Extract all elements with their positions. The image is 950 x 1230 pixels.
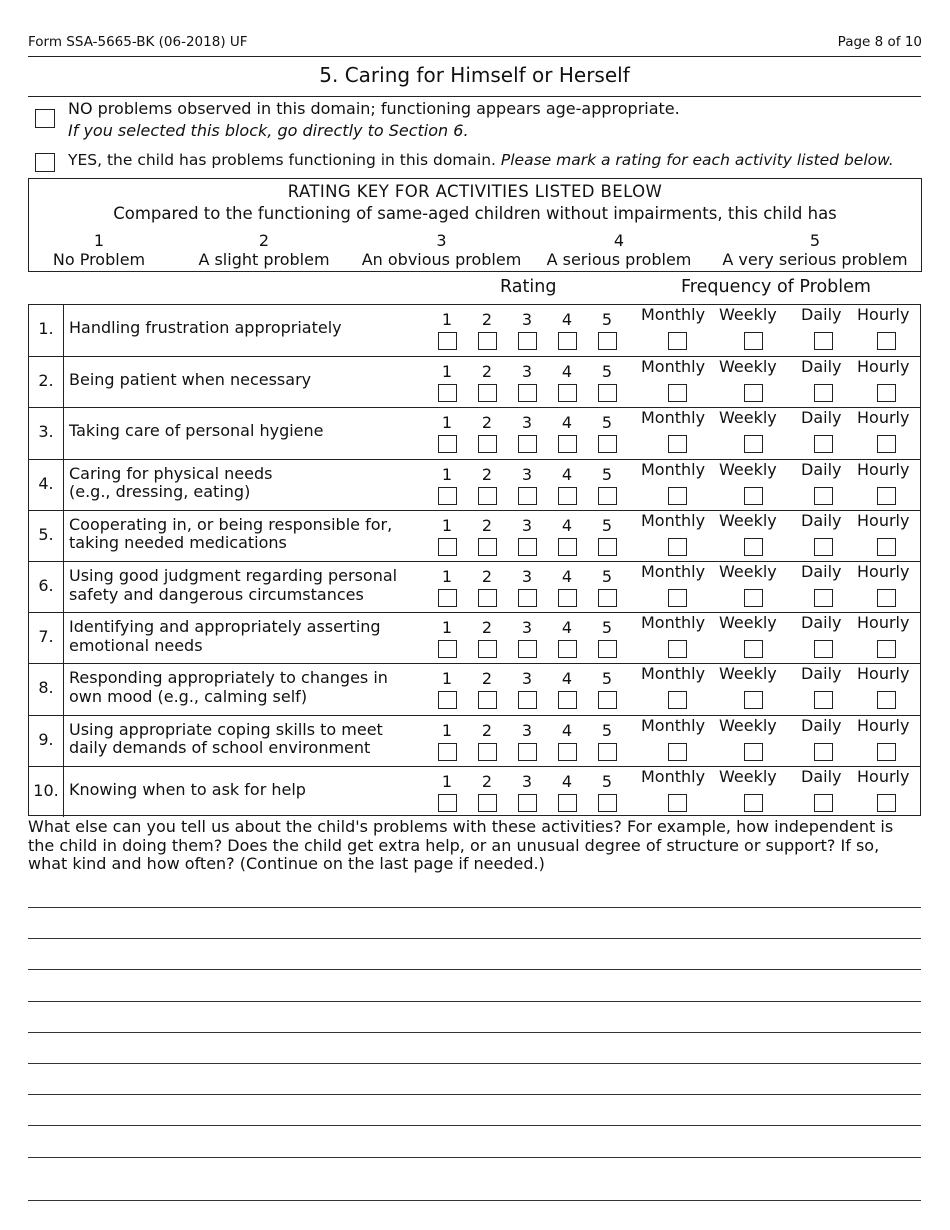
rating-3-checkbox[interactable]	[518, 384, 537, 402]
rating-number: 2	[481, 618, 493, 638]
daily-frequency-checkbox[interactable]	[814, 691, 833, 709]
rating-number: 5	[601, 310, 613, 329]
rating-2-checkbox[interactable]	[478, 743, 497, 761]
weekly-frequency-checkbox[interactable]	[744, 743, 763, 761]
rating-3-checkbox[interactable]	[518, 538, 537, 556]
frequency-label: Daily	[801, 357, 842, 377]
frequency-label: Monthly	[641, 305, 706, 324]
rating-key-subtitle: Compared to the functioning of same-aged children without impairments, this child has	[113, 204, 837, 223]
rating-number: 2	[481, 720, 493, 740]
rating-4-checkbox[interactable]	[558, 589, 577, 607]
table-row	[29, 612, 920, 663]
frequency-label: Hourly	[857, 305, 910, 324]
frequency-label: Daily	[801, 510, 842, 530]
rating-number: 1	[441, 669, 453, 689]
rating-3-checkbox[interactable]	[518, 435, 537, 453]
hourly-frequency-checkbox[interactable]	[877, 743, 896, 761]
rating-number: 3	[521, 362, 533, 382]
rating-number: 1	[441, 310, 453, 329]
daily-frequency-checkbox[interactable]	[814, 538, 833, 556]
frequency-label: Daily	[801, 613, 842, 633]
table-row	[29, 459, 920, 510]
rating-number: 5	[601, 720, 613, 740]
rating-number: 3	[521, 618, 533, 638]
frequency-label: Hourly	[857, 459, 910, 479]
row-number: 8.	[38, 678, 54, 698]
frequency-label: Weekly	[719, 766, 777, 786]
rating-number: 1	[441, 464, 453, 484]
rating-key-box	[28, 178, 922, 272]
rating-3-checkbox[interactable]	[518, 589, 537, 607]
rating-number: 2	[481, 413, 493, 433]
rating-column-header: Rating	[500, 277, 557, 297]
follow-up-question: What else can you tell us about the child's problems with these activities? For example, how independent is the child in doing them? Does the child get extra help, or an unusual degree of structure or support? If so, what kind and how often? (Continue on the last page if needed.)	[28, 817, 894, 873]
frequency-label: Hourly	[857, 510, 910, 530]
weekly-frequency-checkbox[interactable]	[744, 794, 763, 812]
frequency-label: Weekly	[719, 562, 777, 581]
rating-4-checkbox[interactable]	[558, 487, 577, 505]
rating-number: 1	[441, 362, 453, 382]
table-row	[29, 715, 920, 766]
frequency-label: Weekly	[719, 459, 777, 479]
answer-line[interactable]	[28, 1063, 921, 1064]
no-problems-instruction: If you selected this block, go directly to Section 6.	[68, 121, 469, 140]
activity-label: Handling frustration appropriately	[69, 318, 342, 337]
frequency-label: Hourly	[857, 766, 910, 786]
frequency-label: Monthly	[641, 459, 706, 479]
weekly-frequency-checkbox[interactable]	[744, 332, 763, 350]
rating-number: 5	[601, 413, 613, 433]
frequency-label: Hourly	[857, 613, 910, 633]
frequency-label: Weekly	[719, 408, 777, 428]
activity-label: Using appropriate coping skills to meet daily demands of school environment	[69, 719, 383, 758]
rating-2-checkbox[interactable]	[478, 435, 497, 453]
monthly-frequency-checkbox[interactable]	[668, 435, 687, 453]
rating-5-checkbox[interactable]	[598, 487, 617, 505]
hourly-frequency-checkbox[interactable]	[877, 794, 896, 812]
rating-4-checkbox[interactable]	[558, 691, 577, 709]
monthly-frequency-checkbox[interactable]	[668, 691, 687, 709]
rating-2-checkbox[interactable]	[478, 384, 497, 402]
row-number: 9.	[38, 729, 54, 749]
row-number: 4.	[38, 473, 54, 493]
weekly-frequency-checkbox[interactable]	[744, 435, 763, 453]
frequency-label: Hourly	[857, 562, 910, 581]
form-id: Form SSA-5665-BK (06-2018) UF	[28, 34, 248, 50]
section-title: 5. Caring for Himself or Herself	[319, 63, 630, 87]
table-row	[29, 407, 920, 458]
answer-line[interactable]	[28, 969, 921, 970]
daily-frequency-checkbox[interactable]	[814, 487, 833, 505]
rating-number: 3	[521, 310, 533, 329]
rating-4-checkbox[interactable]	[558, 794, 577, 812]
rating-3-checkbox[interactable]	[518, 794, 537, 812]
rating-number: 4	[561, 464, 573, 484]
activity-label: Taking care of personal hygiene	[69, 421, 324, 441]
monthly-frequency-checkbox[interactable]	[668, 589, 687, 607]
table-row	[29, 766, 920, 817]
row-number: 5.	[38, 524, 54, 544]
hourly-frequency-checkbox[interactable]	[877, 538, 896, 556]
activity-label: Identifying and appropriately asserting emotional needs	[69, 617, 381, 655]
table-row	[29, 510, 920, 561]
activity-label: Responding appropriately to changes in own mood (e.g., calming self)	[69, 668, 388, 706]
rating-number: 5	[601, 362, 613, 382]
rating-number: 5	[601, 618, 613, 638]
frequency-label: Hourly	[857, 664, 910, 684]
answer-line[interactable]	[28, 907, 921, 908]
rating-number: 4	[561, 515, 573, 535]
rating-5-checkbox[interactable]	[598, 435, 617, 453]
rating-number: 3	[521, 669, 533, 689]
rating-number: 4	[561, 669, 573, 689]
rating-1-checkbox[interactable]	[438, 794, 457, 812]
hourly-frequency-checkbox[interactable]	[877, 640, 896, 658]
rating-1-checkbox[interactable]	[438, 435, 457, 453]
daily-frequency-checkbox[interactable]	[814, 743, 833, 761]
rating-key-title: RATING KEY FOR ACTIVITIES LISTED BELOW	[287, 182, 663, 201]
rating-3-checkbox[interactable]	[518, 487, 537, 505]
answer-line[interactable]	[28, 1001, 921, 1002]
rating-4-checkbox[interactable]	[558, 743, 577, 761]
rating-number: 1	[441, 771, 453, 791]
frequency-label: Daily	[801, 664, 842, 684]
rating-number: 2	[481, 464, 493, 484]
row-number: 2.	[38, 371, 54, 391]
hourly-frequency-checkbox[interactable]	[877, 435, 896, 453]
daily-frequency-checkbox[interactable]	[814, 384, 833, 402]
answer-line[interactable]	[28, 1200, 921, 1201]
row-number: 6.	[38, 576, 54, 595]
frequency-label: Weekly	[719, 613, 777, 633]
rating-4-checkbox[interactable]	[558, 640, 577, 658]
row-number: 7.	[38, 627, 54, 647]
rating-number: 2	[481, 515, 493, 535]
rating-1-checkbox[interactable]	[438, 691, 457, 709]
header-rule	[28, 56, 921, 57]
answer-line[interactable]	[28, 938, 921, 939]
daily-frequency-checkbox[interactable]	[814, 640, 833, 658]
rating-header-rule	[432, 271, 705, 272]
rating-key-level-4: 4 A serious problem	[546, 231, 692, 269]
rating-number: 4	[561, 567, 573, 586]
rating-number: 5	[601, 567, 613, 586]
weekly-frequency-checkbox[interactable]	[744, 487, 763, 505]
activity-label: Cooperating in, or being responsible for, taking needed medications	[69, 514, 393, 553]
rating-number: 1	[441, 618, 453, 638]
rating-number: 2	[481, 567, 493, 586]
rating-1-checkbox[interactable]	[438, 743, 457, 761]
rating-1-checkbox[interactable]	[438, 487, 457, 505]
monthly-frequency-checkbox[interactable]	[668, 487, 687, 505]
rating-number: 4	[561, 720, 573, 740]
rating-number: 3	[521, 567, 533, 586]
rating-4-checkbox[interactable]	[558, 435, 577, 453]
answer-line[interactable]	[28, 1157, 921, 1158]
hourly-frequency-checkbox[interactable]	[877, 691, 896, 709]
frequency-label: Monthly	[641, 613, 706, 633]
rating-5-checkbox[interactable]	[598, 538, 617, 556]
rating-number: 5	[601, 771, 613, 791]
daily-frequency-checkbox[interactable]	[814, 435, 833, 453]
rating-number: 1	[441, 567, 453, 586]
weekly-frequency-checkbox[interactable]	[744, 384, 763, 402]
monthly-frequency-checkbox[interactable]	[668, 538, 687, 556]
rating-number: 5	[601, 669, 613, 689]
frequency-label: Weekly	[719, 305, 777, 324]
daily-frequency-checkbox[interactable]	[814, 589, 833, 607]
activity-label: Knowing when to ask for help	[69, 779, 306, 799]
weekly-frequency-checkbox[interactable]	[744, 589, 763, 607]
rating-5-checkbox[interactable]	[598, 743, 617, 761]
title-rule	[28, 96, 921, 97]
rating-5-checkbox[interactable]	[598, 332, 617, 350]
answer-line[interactable]	[28, 1125, 921, 1126]
hourly-frequency-checkbox[interactable]	[877, 589, 896, 607]
frequency-column-header: Frequency of Problem	[681, 277, 871, 297]
no-problems-label: NO problems observed in this domain; functioning appears age-appropriate.	[68, 99, 680, 118]
rating-1-checkbox[interactable]	[438, 384, 457, 402]
frequency-label: Daily	[801, 715, 842, 735]
rating-1-checkbox[interactable]	[438, 640, 457, 658]
rating-number: 3	[521, 464, 533, 484]
rating-key-level-3: 3 An obvious problem	[361, 231, 522, 269]
rating-5-checkbox[interactable]	[598, 794, 617, 812]
rating-number: 5	[601, 464, 613, 484]
rating-number: 2	[481, 310, 493, 329]
rating-number: 3	[521, 413, 533, 433]
rating-2-checkbox[interactable]	[478, 332, 497, 350]
rating-number: 3	[521, 720, 533, 740]
rating-5-checkbox[interactable]	[598, 691, 617, 709]
frequency-label: Daily	[801, 766, 842, 786]
activity-rating-table	[28, 304, 921, 816]
rating-number: 1	[441, 720, 453, 740]
frequency-label: Weekly	[719, 357, 777, 377]
frequency-label: Hourly	[857, 357, 910, 377]
rating-number: 5	[601, 515, 613, 535]
yes-problems-label: YES, the child has problems functioning in this domain. Please mark a rating for each activity listed below.	[68, 151, 894, 169]
rating-2-checkbox[interactable]	[478, 589, 497, 607]
rating-5-checkbox[interactable]	[598, 384, 617, 402]
weekly-frequency-checkbox[interactable]	[744, 538, 763, 556]
frequency-label: Monthly	[641, 408, 706, 428]
hourly-frequency-checkbox[interactable]	[877, 384, 896, 402]
page-number: Page 8 of 10	[837, 34, 922, 50]
activity-label: Caring for physical needs (e.g., dressing, eating)	[69, 463, 273, 502]
rating-2-checkbox[interactable]	[478, 691, 497, 709]
activity-label: Being patient when necessary	[69, 370, 312, 390]
rating-number: 2	[481, 362, 493, 382]
daily-frequency-checkbox[interactable]	[814, 332, 833, 350]
rating-number: 4	[561, 771, 573, 791]
row-number: 3.	[38, 422, 54, 442]
table-row	[29, 356, 920, 407]
rating-2-checkbox[interactable]	[478, 794, 497, 812]
rating-number: 4	[561, 310, 573, 329]
table-row	[29, 663, 920, 714]
hourly-frequency-checkbox[interactable]	[877, 332, 896, 350]
frequency-label: Monthly	[641, 715, 706, 735]
rating-number: 4	[561, 618, 573, 638]
rating-key-level-5: 5 A very serious problem	[722, 231, 908, 269]
hourly-frequency-checkbox[interactable]	[877, 487, 896, 505]
rating-3-checkbox[interactable]	[518, 691, 537, 709]
rating-number: 3	[521, 515, 533, 535]
rating-3-checkbox[interactable]	[518, 640, 537, 658]
rating-1-checkbox[interactable]	[438, 538, 457, 556]
no-problems-checkbox[interactable]	[35, 109, 55, 128]
rating-3-checkbox[interactable]	[518, 743, 537, 761]
rating-key-level-2: 2 A slight problem	[198, 231, 330, 269]
frequency-label: Hourly	[857, 715, 910, 735]
rating-3-checkbox[interactable]	[518, 332, 537, 350]
activity-label: Using good judgment regarding personal safety and dangerous circumstances	[69, 566, 398, 604]
row-number: 1.	[38, 319, 54, 338]
frequency-header-rule	[709, 271, 921, 272]
frequency-label: Weekly	[719, 664, 777, 684]
frequency-label: Weekly	[719, 510, 777, 530]
rating-number: 2	[481, 771, 493, 791]
rating-number: 4	[561, 362, 573, 382]
frequency-label: Monthly	[641, 357, 706, 377]
monthly-frequency-checkbox[interactable]	[668, 794, 687, 812]
daily-frequency-checkbox[interactable]	[814, 794, 833, 812]
rating-4-checkbox[interactable]	[558, 332, 577, 350]
table-row	[29, 305, 920, 356]
frequency-label: Monthly	[641, 562, 706, 581]
rating-number: 4	[561, 413, 573, 433]
weekly-frequency-checkbox[interactable]	[744, 691, 763, 709]
rating-1-checkbox[interactable]	[438, 589, 457, 607]
rating-number: 1	[441, 515, 453, 535]
frequency-label: Weekly	[719, 715, 777, 735]
monthly-frequency-checkbox[interactable]	[668, 384, 687, 402]
rating-4-checkbox[interactable]	[558, 384, 577, 402]
rating-5-checkbox[interactable]	[598, 589, 617, 607]
frequency-label: Daily	[801, 408, 842, 428]
frequency-label: Monthly	[641, 664, 706, 684]
frequency-label: Hourly	[857, 408, 910, 428]
table-row	[29, 561, 920, 612]
answer-line[interactable]	[28, 1094, 921, 1095]
rating-number: 1	[441, 413, 453, 433]
rating-number: 2	[481, 669, 493, 689]
rating-2-checkbox[interactable]	[478, 538, 497, 556]
rating-2-checkbox[interactable]	[478, 640, 497, 658]
monthly-frequency-checkbox[interactable]	[668, 743, 687, 761]
monthly-frequency-checkbox[interactable]	[668, 640, 687, 658]
answer-line[interactable]	[28, 1032, 921, 1033]
rating-2-checkbox[interactable]	[478, 487, 497, 505]
rating-key-level-1: 1 No Problem	[52, 231, 146, 269]
rating-5-checkbox[interactable]	[598, 640, 617, 658]
frequency-label: Monthly	[641, 766, 706, 786]
row-number: 10.	[33, 780, 59, 800]
monthly-frequency-checkbox[interactable]	[668, 332, 687, 350]
yes-problems-checkbox[interactable]	[35, 153, 55, 172]
rating-4-checkbox[interactable]	[558, 538, 577, 556]
frequency-label: Daily	[801, 305, 842, 324]
frequency-label: Monthly	[641, 510, 706, 530]
frequency-label: Daily	[801, 459, 842, 479]
rating-number: 3	[521, 771, 533, 791]
rating-1-checkbox[interactable]	[438, 332, 457, 350]
weekly-frequency-checkbox[interactable]	[744, 640, 763, 658]
frequency-label: Daily	[801, 562, 842, 581]
